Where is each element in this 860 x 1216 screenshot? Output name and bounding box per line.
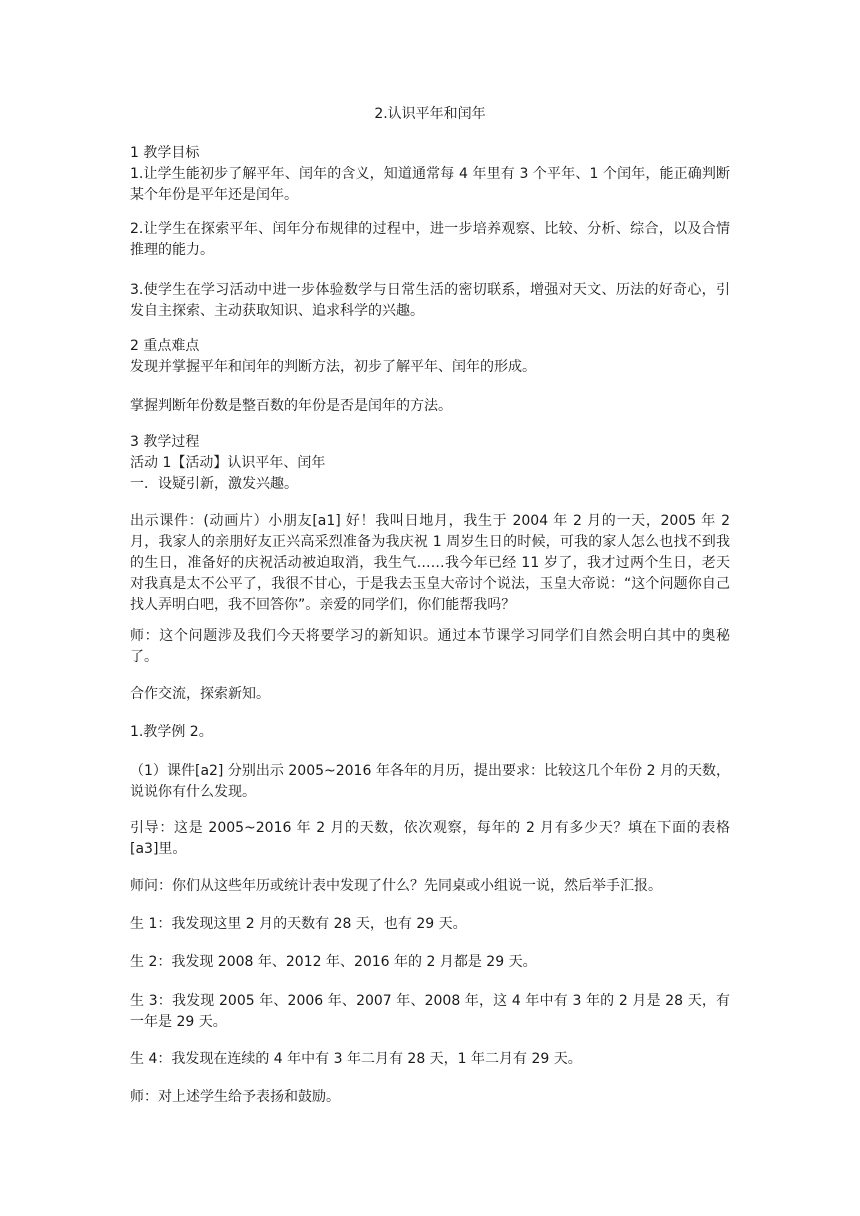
paragraph: 3.使学生在学习活动中进一步体验数学与日常生活的密切联系，增强对天文、历法的好奇心，引发自主探索、主动获取知识、追求科学的兴趣。 — [130, 282, 730, 319]
paragraph: （1）课件[a2] 分别出示 2005~2016 年各年的月历，提出要求：比较这几个年份 2 月的天数，说说你有什么发现。 — [130, 763, 730, 800]
step-heading: 一．设疑引新，激发兴趣。 — [130, 476, 298, 492]
paragraph: 生 4：我发现在连续的 4 年中有 3 年二月有 28 天，1 年二月有 29 天。 — [130, 1051, 582, 1067]
section-key-points — [130, 336, 730, 378]
section-heading: 1 教学目标 — [130, 145, 200, 161]
paragraph: 生 1：我发现这里 2 月的天数有 28 天，也有 29 天。 — [130, 916, 467, 932]
section-objectives — [130, 143, 730, 206]
section-heading: 2 重点难点 — [130, 338, 200, 354]
document-title: 2.认识平年和闰年 — [374, 106, 486, 122]
paragraph: 生 3：我发现 2005 年、2006 年、2007 年、2008 年，这 4 年中有 3 年的 2 月是 28 天，有一年是 29 天。 — [130, 993, 730, 1030]
paragraph: 1.教学例 2。 — [130, 724, 213, 740]
paragraph: 合作交流，探索新知。 — [130, 686, 270, 702]
section-heading: 3 教学过程 — [130, 434, 200, 450]
paragraph: 师：这个问题涉及我们今天将要学习的新知识。通过本节课学习同学们自然会明白其中的奥秘了。 — [130, 628, 730, 665]
paragraph: 掌握判断年份数是整百数的年份是否是闰年的方法。 — [130, 398, 452, 414]
paragraph: 师：对上述学生给予表扬和鼓励。 — [130, 1089, 340, 1105]
section-process — [130, 432, 730, 495]
paragraph: 出示课件：(动画片）小朋友[a1] 好！我叫日地月，我生于 2004 年 2 月的一天，2005 年 2 月，我家人的亲朋好友正兴高采烈准备为我庆祝 1 周岁生日的时候，可我的家人怎么也找不到我的生日，准备好的庆祝活动被迫取消，我生气……我今年已经 11 岁了，我才过两个生日，老天对我真是太不公平了，我很不甘心，于是我去玉皇大帝讨个说法，玉皇大帝说：“这个问题你自己找人弄明白吧，我不回答你”。亲爱的同学们，你们能帮我吗？ — [130, 513, 730, 613]
paragraph: 引导：这是 2005~2016 年 2 月的天数，依次观察，每年的 2 月有多少天？填在下面的表格[a3]里。 — [130, 820, 730, 857]
activity-label: 活动 1【活动】认识平年、闰年 — [130, 455, 326, 471]
paragraph: 1.让学生能初步了解平年、闰年的含义，知道通常每 4 年里有 3 个平年、1 个闰年，能正确判断某个年份是平年还是闰年。 — [130, 166, 730, 203]
paragraph: 师问：你们从这些年历或统计表中发现了什么？先同桌或小组说一说，然后举手汇报。 — [130, 878, 662, 894]
paragraph: 生 2：我发现 2008 年、2012 年、2016 年的 2 月都是 29 天。 — [130, 954, 537, 970]
paragraph: 2.让学生在探索平年、闰年分布规律的过程中，进一步培养观察、比较、分析、综合，以及合情推理的能力。 — [130, 221, 730, 258]
paragraph: 发现并掌握平年和闰年的判断方法，初步了解平年、闰年的形成。 — [130, 359, 536, 375]
